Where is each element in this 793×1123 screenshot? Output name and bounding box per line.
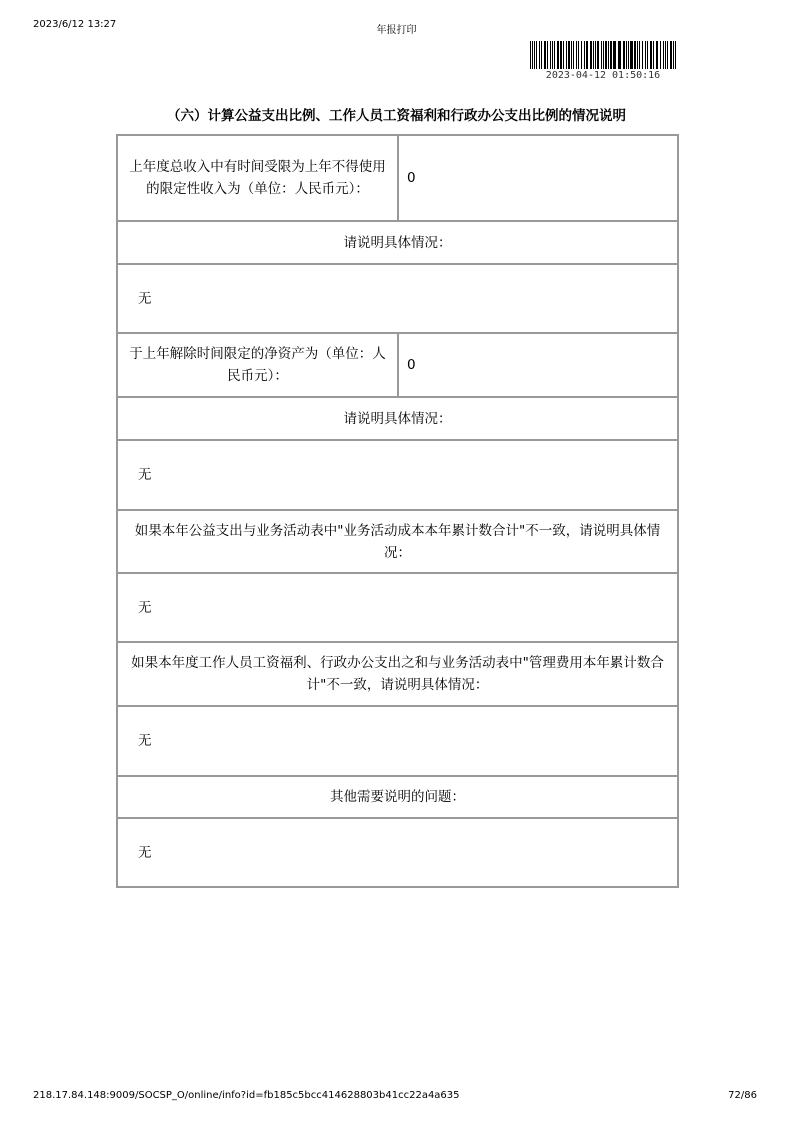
print-title: 年报打印 xyxy=(376,25,417,36)
public-welfare-mismatch-label: 如果本年公益支出与业务活动表中"业务活动成本本年累计数合计"不一致，请说明具体情况： xyxy=(117,510,678,573)
restricted-income-value: 0 xyxy=(398,135,678,221)
other-issues-value: 无 xyxy=(117,818,678,887)
explain-value: 无 xyxy=(117,264,678,333)
table-row xyxy=(117,440,678,510)
admin-mismatch-label: 如果本年度工作人员工资福利、行政办公支出之和与业务活动表中"管理费用本年累计数合计"不一致，请说明具体情况： xyxy=(117,642,678,706)
released-assets-label: 于上年解除时间限定的净资产为（单位：人民币元）： xyxy=(117,333,398,397)
table-row xyxy=(117,818,678,887)
restricted-income-label: 上年度总收入中有时间受限为上年不得使用的限定性收入为（单位：人民币元）： xyxy=(117,135,398,221)
table-row xyxy=(117,706,678,776)
table-row xyxy=(117,135,678,221)
footer-url: 218.17.84.148:9009/SOCSP_O/online/info?id=fb185c5bcc414628803b41cc22a4a635 xyxy=(33,1090,460,1101)
section-title: （六）计算公益支出比例、工作人员工资福利和行政办公支出比例的情况说明 xyxy=(167,108,626,124)
public-welfare-mismatch-value: 无 xyxy=(117,573,678,642)
table-row xyxy=(117,573,678,642)
barcode-image xyxy=(530,41,676,69)
table-row xyxy=(117,333,678,397)
table-row xyxy=(117,510,678,573)
other-issues-label: 其他需要说明的问题： xyxy=(117,776,678,818)
barcode-timestamp: 2023-04-12 01:50:16 xyxy=(545,70,661,81)
table-row xyxy=(117,397,678,440)
table-row xyxy=(117,642,678,706)
print-datetime: 2023/6/12 13:27 xyxy=(33,19,117,30)
report-table xyxy=(116,134,679,888)
table-row xyxy=(117,221,678,264)
explain-value: 无 xyxy=(117,440,678,510)
page-number: 72/86 xyxy=(728,1090,757,1101)
table-row xyxy=(117,776,678,818)
released-assets-value: 0 xyxy=(398,333,678,397)
admin-mismatch-value: 无 xyxy=(117,706,678,776)
explain-label: 请说明具体情况： xyxy=(117,221,678,264)
table-row xyxy=(117,264,678,333)
explain-label: 请说明具体情况： xyxy=(117,397,678,440)
